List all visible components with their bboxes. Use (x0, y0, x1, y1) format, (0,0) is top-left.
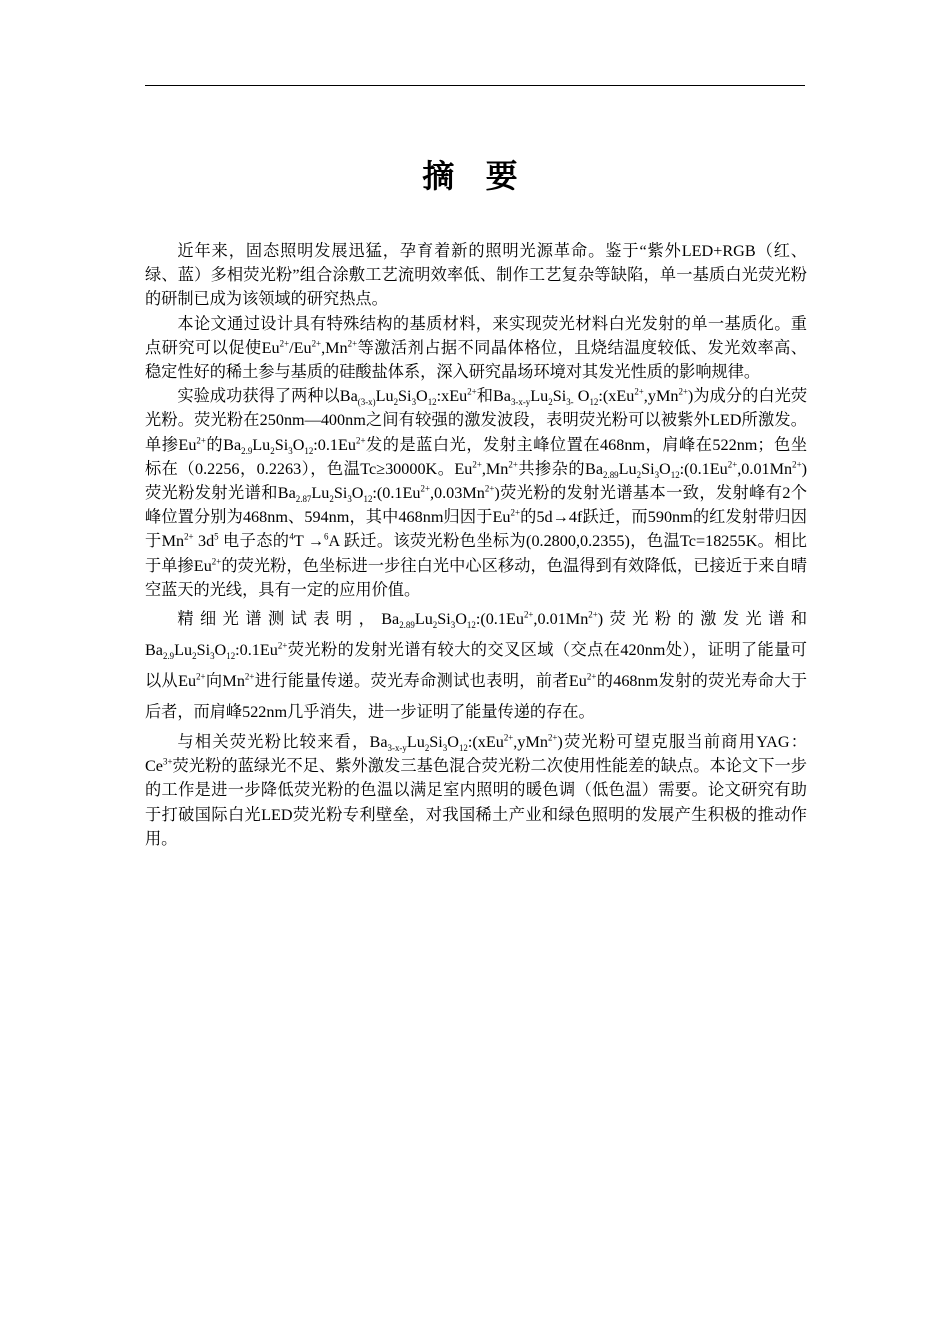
paragraph-5: 与相关荧光粉比较来看，$Ba_{3-x-y}Lu_2Si_3O_{12}:(xEu^{2+},yMn^{2+})$荧光粉可望克服当前商用YAG：$Ce^{3+}$荧光粉的蓝绿光不足、紫外激发三基色混合荧光粉二次使用性能差的缺点。本论文下一步的工作是进一步降低荧光粉的色温以满足室内照明的暖色调（低色温）需要。论文研究有助于打破国际白光LED荧光粉专利壁垒，对我国稀土产业和绿色照明的发展产生积极的推动作用。 (145, 732, 807, 848)
abstract-body (145, 239, 807, 851)
header-rule (145, 85, 805, 86)
paragraph-1: 近年来，固态照明发展迅猛，孕育着新的照明光源革命。鉴于“紫外LED+RGB（红、绿、蓝）多相荧光粉”组合涂敷工艺流明效率低、制作工艺复杂等缺陷，单一基质白光荧光粉的研制已成为该领域的研究热点。 (145, 242, 807, 309)
paragraph-2: 本论文通过设计具有特殊结构的基质材料，来实现荧光材料白光发射的单一基质化。重点研究可以促使$Eu^{2+}/Eu^{2+},Mn^{2+}$等激活剂占据不同晶体格位，且烧结温度较低、发光效率高、稳定性好的稀土参与基质的硅酸盐体系，深入研究晶场环境对其发光性质的影响规律。 (145, 314, 807, 382)
paragraph-3: 实验成功获得了两种以$Ba_{(3-x)}Lu_2Si_3O_{12}:xEu^{2+}$和$Ba_{3-x-y}Lu_2Si_{3-}$ $O_{12}:(xEu^{2+},yMn^{2+})$为成分的白光荧光粉。荧光粉在250nm—400nm之间有较强的激发波段，表明荧光粉可以被紫外LED所激发。单掺$Eu^{2+}$的$Ba_{2.9}Lu_2Si_3O_{12}:0.1Eu^{2+}$发的是蓝白光，发射主峰位置在468nm，肩峰在522nm；色坐标在（0.2256，0.2263），色温Tc≥30000K。$Eu^{2+},Mn^{2+}$共掺杂的$Ba_{2.89}Lu_2Si_3O_{12}:(0.1Eu^{2+},0.01Mn^{2+})$荧光粉发射光谱和$Ba_{2.87}Lu_2Si_3O_{12}:(0.1Eu^{2+},0.03Mn^{2+})$荧光粉的发射光谱基本一致，发射峰有2个峰位置分别为468nm、594nm，其中468nm归因于$Eu^{2+}$的5d→4f跃迁，而590nm的红发射带归因于$Mn^{2+}$ $3d^5$ 电子态的$^4$T →$^6$A 跃迁。该荧光粉色坐标为(0.2800,0.2355)，色温Tc=18255K。相比于单掺$Eu^{2+}$的荧光粉，色坐标进一步往白光中心区移动，色温得到有效降低，已接近于来自晴空蓝天的光线，具有一定的应用价值。 (145, 386, 808, 599)
page-title: 摘 要 (422, 157, 528, 195)
paragraph-4: 精细光谱测试表明，$Ba_{2.89}Lu_2Si_3O_{12}:(0.1Eu^{2+},0.01Mn^{2+})$荧光粉的激发光谱和$Ba_{2.9}Lu_2Si_3O_{12}:0.1Eu^{2+}$荧光粉的发射光谱有较大的交叉区域（交点在420nm处），证明了能量可以从$Eu^{2+}$向$Mn^{2+}$进行能量传递。荧光寿命测试也表明，前者$Eu^{2+}$的468nm发射的荧光寿命大于后者，而肩峰522nm几乎消失，进一步证明了能量传递的存在。 (145, 609, 808, 722)
